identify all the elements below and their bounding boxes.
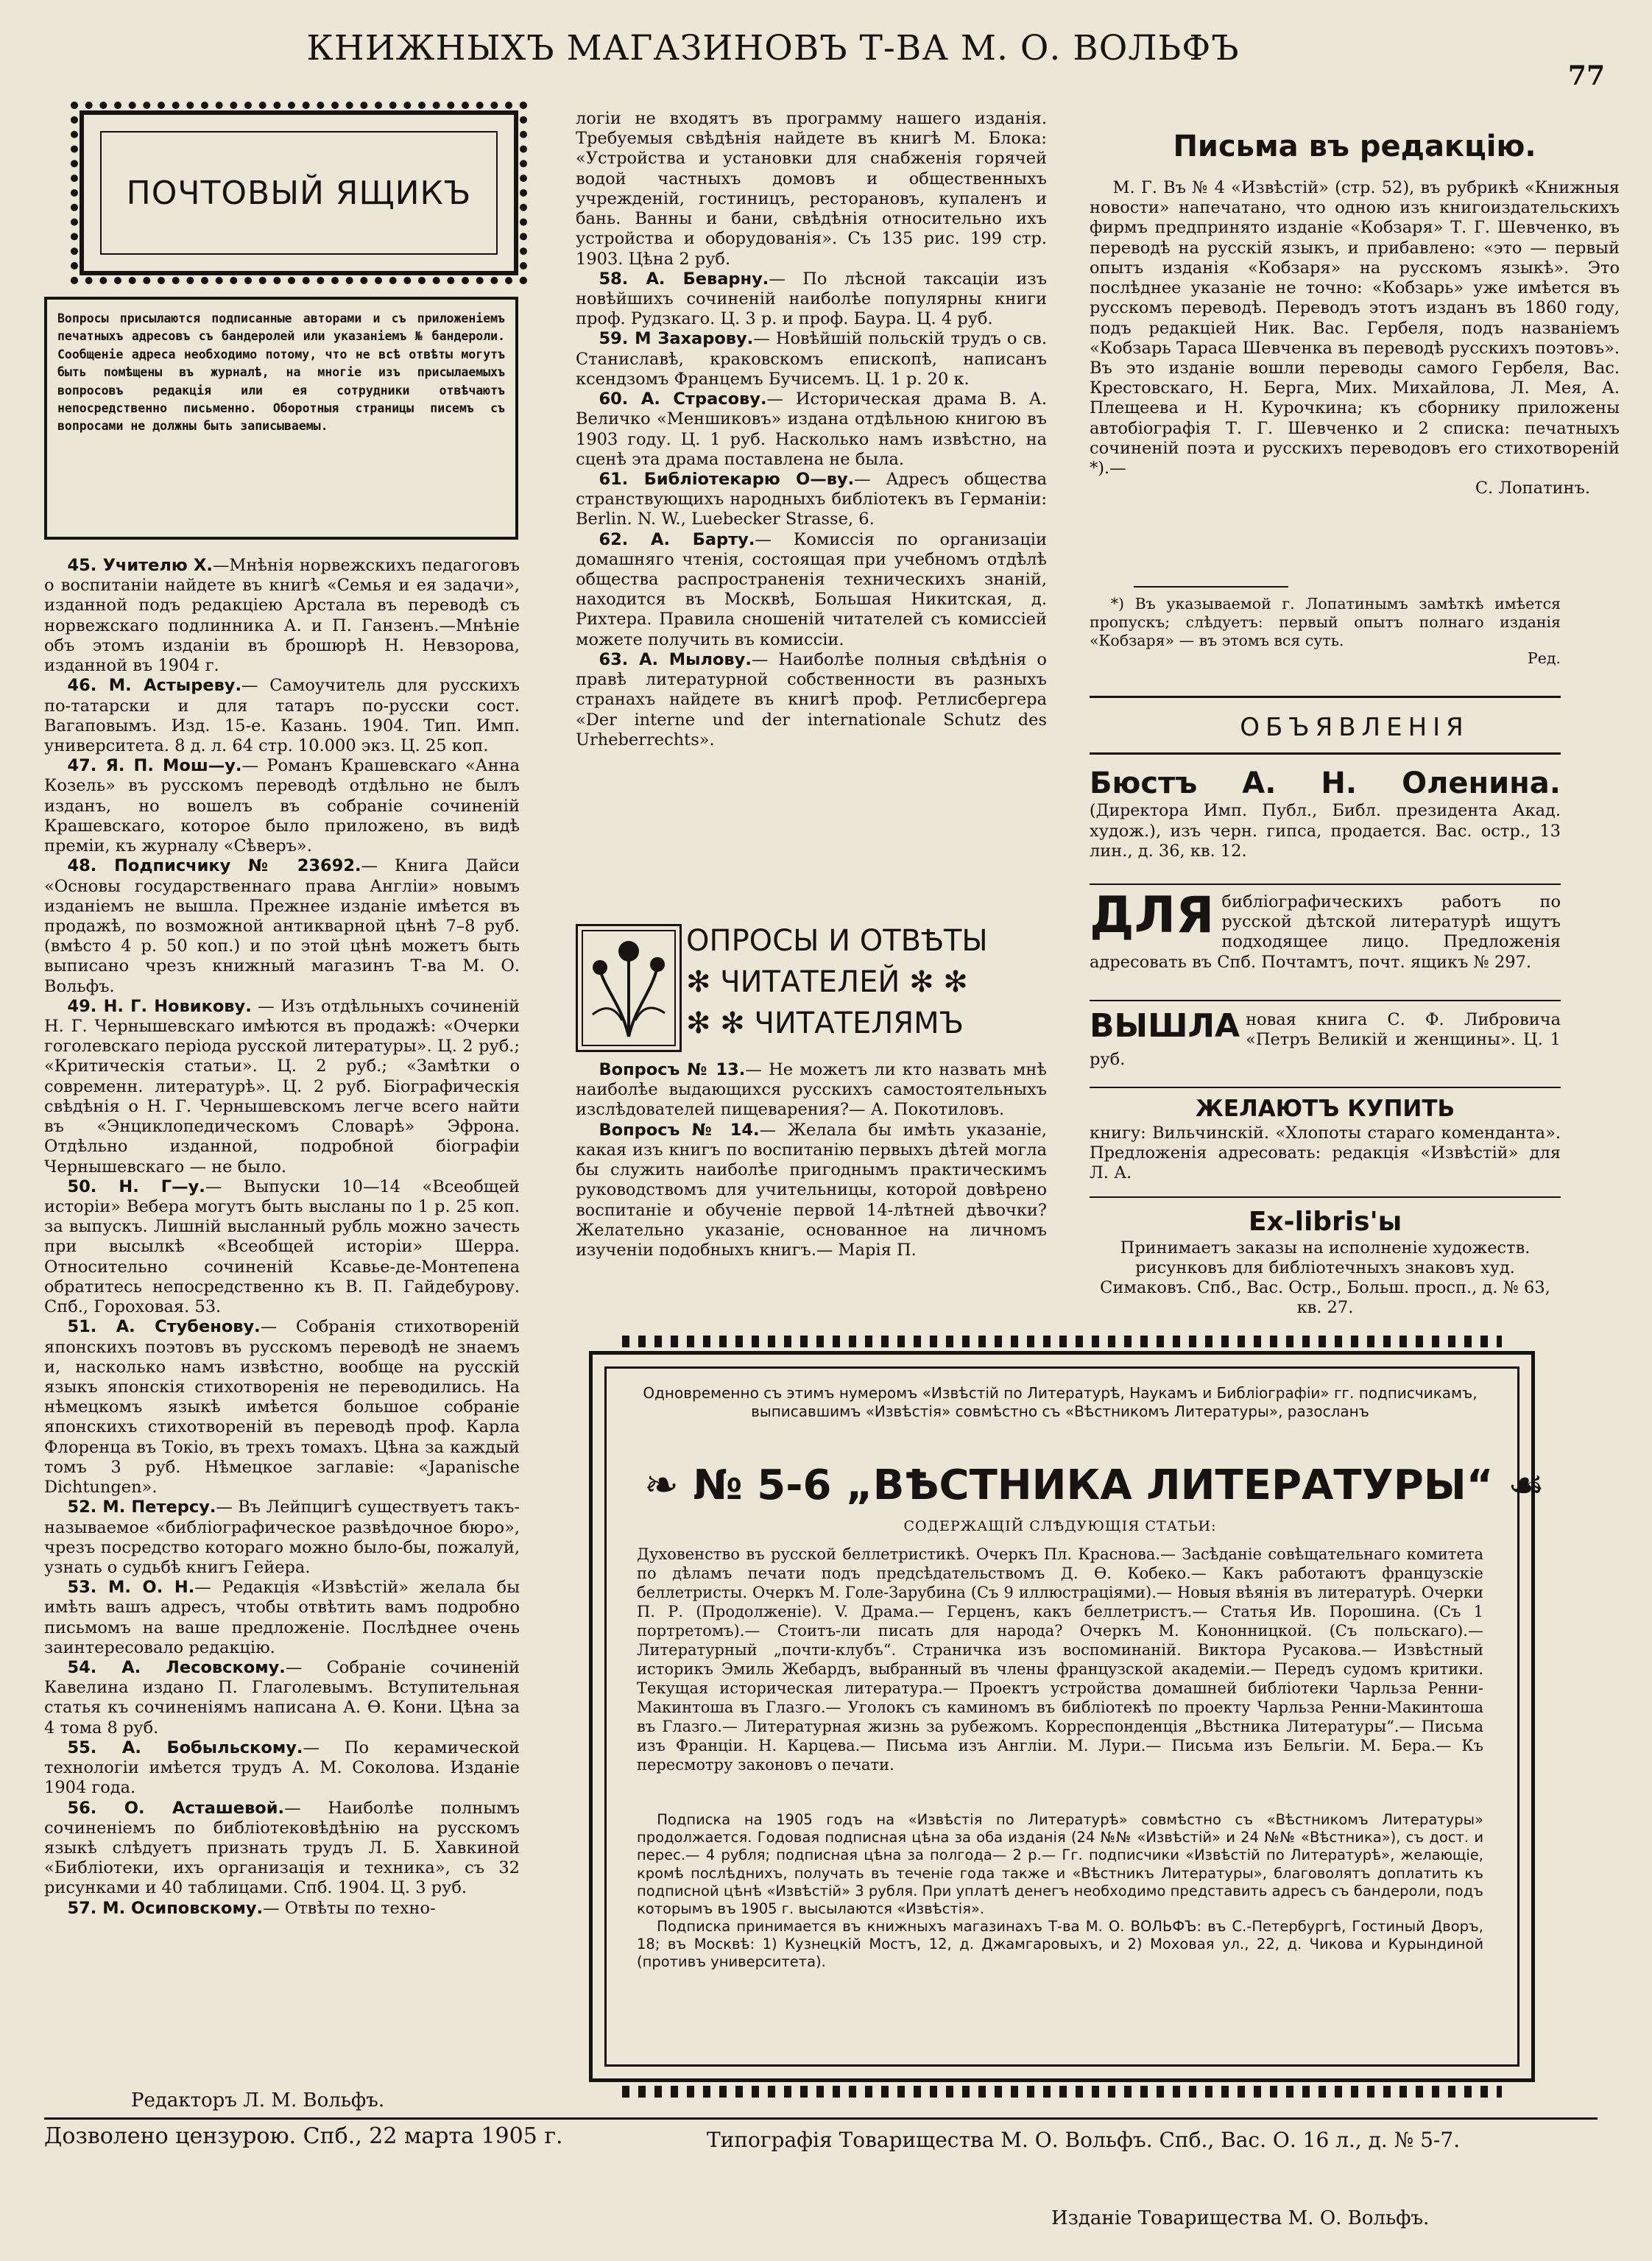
answer-entry: [44, 1578, 520, 1658]
answer-entry-lead: Вопросъ № 13.: [599, 1060, 746, 1079]
frame-ornament-bottom: [622, 2086, 1502, 2098]
answer-entry-text: — По керамической технологіи имѣется трудъ А. М. Соколова. Изданіе 1904 года.: [44, 1738, 520, 1798]
page-header-title: КНИЖНЫХЪ МАГАЗИНОВЪ Т-ВА М. О. ВОЛЬФЪ: [306, 28, 1240, 68]
flower-ornament-icon: [576, 924, 682, 1052]
qa-title-line-3: ✻ ✻ ЧИТАТЕЛЯМЪ: [686, 1006, 964, 1040]
answer-entry-text: — Выпуски 10—14 «Всеобщей исторіи» Вебера могутъ быть высланы по 1 р. 25 коп. за выпускъ. Лишній высланный рубль можно зачесть при высылкѣ «Всеобщей исторіи» Шерра. Относительно сочиненій Ксавье-де-Монтепена обратитесь непосредственно къ В. П. Гайдебурову. Спб., Гороховая. 53.: [44, 1177, 520, 1317]
answer-entry: [44, 856, 520, 997]
ad-rule-2: [1090, 1000, 1561, 1001]
answer-entry: [576, 109, 1047, 269]
ad-dlya-text: библіографическихъ работъ по русской дѣтской литературѣ ищутъ подходящее лицо. Предложенія адресовать въ Спб. Почтамтъ, почт. ящикъ № 297.: [1090, 892, 1561, 972]
qa-title-line-2: ✻ ЧИТАТЕЛЕЙ ✻ ✻: [686, 965, 968, 999]
ad-zhelayut-text: книгу: Вильчинскій. «Хлопоты стараго коменданта». Предложенія адресовать: редакція «Извѣстій» для Л. А.: [1090, 1123, 1561, 1182]
ad-vyshla-text: новая книга С. Ф. Либровича «Петръ Великій и женщины». Ц. 1 руб.: [1090, 1010, 1561, 1070]
answer-entry: [44, 1177, 520, 1318]
mailbox-title-inner: [100, 131, 498, 255]
answer-entry-text: — Въ Лейпцигѣ существуетъ такъ-называемое «библіографическое развѣдочное бюро», чрезъ посредство котораго можно было-бы, пожалуй, узнать о судьбѣ книгъ Гейера.: [44, 1498, 520, 1577]
frame-ornament-top: [622, 1336, 1502, 1347]
footer-publisher: Изданіе Товарищества М. О. Вольфъ.: [1051, 2207, 1430, 2229]
mailbox-title-frame: [80, 110, 518, 275]
answer-entry: [44, 1899, 520, 1919]
ads-top-rule: [1090, 696, 1561, 698]
letters-signature: С. Лопатинъ.: [1475, 479, 1590, 498]
answer-entry-text: — Самоучитель для русскихъ по-татарски и для татаръ по-русски сост. Вагаповымъ. Изд. 15-е. Казань. 1904. Тип. Имп. университета. 8 д. л. 64 стр. 10.000 экз. Ц. 25 коп.: [44, 676, 520, 755]
answer-entry-text: — Адресъ общества странствующихъ народныхъ библіотекъ въ Германіи: Berlin. N. W., Luebecker Strasse, 6.: [576, 469, 1047, 529]
answer-entry-text: — Желала бы имѣть указаніе, какая изъ книгъ по воспитанію первыхъ дѣтей могла бы служить наиболѣе пригоднымъ практическимъ руководствомъ для учительницы, которой довѣрено воспитаніе и обученіе первой 14-лѣтней дѣвочки? Желательно указаніе, основанное на личномъ изученіи подобныхъ книгъ.— Марія П.: [576, 1120, 1047, 1260]
answer-entry-lead: 52. М. Петерсу.: [67, 1498, 216, 1517]
ad-bust-head: Бюстъ А. Н. Оленина.: [1090, 766, 1561, 800]
answer-entry: [44, 1738, 520, 1799]
answer-entry: [576, 389, 1047, 470]
answer-entry-text: — Наиболѣе полныя свѣдѣнія о правѣ литературной собственности въ разныхъ странахъ найдете въ книгѣ проф. Ретлисбергера «Der interne und der internationale Schutz des Urheberrechts».: [576, 649, 1047, 749]
answer-entry-text: — Наиболѣе полнымъ сочиненіемъ по библіотековѣдѣнію на русскомъ языкѣ слѣдуетъ признать трудъ Л. Б. Хавкиной «Библіотеки, ихъ организація и техника», съ 32 рисунками и 40 таблицами. Спб. 1904. Ц. 3 руб.: [44, 1798, 520, 1898]
ad-dlya-head: ДЛЯ: [1090, 886, 1215, 945]
answer-entry-lead: 55. А. Бобыльскому.: [67, 1738, 303, 1757]
answer-entry-text: логіи не входятъ въ программу нашего изданія. Требуемыя свѣдѣнія найдете въ книгѣ М. Блока: «Устройства и установки для снабженія горячей водой частныхъ домовъ и общественныхъ учрежденій, гостиницъ, ресторановъ, купаленъ и бань. Ванны и бани, свѣдѣнія относительно ихъ устройства и оборудованія». Съ 135 рис. 199 стр. 1903. Цѣна 2 руб.: [576, 109, 1047, 269]
ad-rule-4: [1090, 1196, 1561, 1198]
ad-exlibris-head: Ex-libris'ы: [1248, 1207, 1402, 1237]
answer-entry-text: — Изъ отдѣльныхъ сочиненій Н. Г. Чернышевскаго имѣются въ продажѣ: «Очерки гоголевскаго періода русской литературы». Ц. 2 руб.; «Критическія статьи». Ц. 2 руб.; «Замѣтки о современн. литературѣ». Ц. 2 руб. Біографическія свѣдѣнія о Н. Г. Чернышевскомъ легче всего найти въ «Энциклопедическомъ Словарѣ» Эфрона. Отдѣльно изданной, подробной біографіи Чернышевскаго — не было.: [44, 996, 520, 1177]
qa-questions: [576, 1060, 1047, 1260]
answer-entry-text: — Романъ Крашевскаго «Анна Козель» въ русскомъ переводѣ отдѣльно не былъ изданъ, но вошелъ въ собраніе сочиненій Крашевскаго, которое было приложено, въ видѣ преміи, къ журналу «Сѣверъ».: [44, 756, 520, 856]
answer-entry: [576, 269, 1047, 330]
answer-entry-lead: 49. Н. Г. Новикову.: [67, 996, 252, 1016]
vestnik-headline: [644, 1461, 1545, 1509]
answer-entry-lead: 58. А. Беварну.: [599, 269, 769, 289]
ads-title-rule: [1090, 752, 1561, 755]
answer-entry: [576, 329, 1047, 389]
answer-entry-text: — Не можетъ ли кто назвать мнѣ наиболѣе выдающихся русскихъ самостоятельныхъ изслѣдователей пищеварения?— А. Покотиловъ.: [576, 1060, 1047, 1120]
ad-exlibris-text: Принимаетъ заказы на исполненіе художеств. рисунковъ для библіотечныхъ знаковъ худ. Симаковъ. Спб., Вас. Остр., Больш. просп., д. № 63, кв. 27.: [1100, 1238, 1550, 1318]
answer-entry: [576, 530, 1047, 650]
answer-entry-lead: 46. М. Астыреву.: [67, 676, 242, 696]
footnote-text: *) Въ указываемой г. Лопатинымъ замѣткѣ имѣется пропускъ; слѣдуетъ: первый опытъ полнаго изданія «Кобзаря» — въ этомъ вся суть.: [1090, 595, 1561, 649]
footnote-divider: [1134, 586, 1288, 588]
footnote-sign: Ред.: [1527, 649, 1561, 668]
answer-entry-lead: 57. М. Осиповскому.: [67, 1898, 264, 1918]
answer-entry-lead: 53. М. О. Н.: [67, 1578, 195, 1598]
vestnik-subscription-block: [637, 1811, 1483, 1972]
answer-entry-text: — Редакція «Извѣстій» желала бы имѣть вашъ адресъ, чтобы отвѣтить вамъ подробно письмомъ на ваше предложеніе. Послѣднее очень заинтересовало редакцію.: [44, 1578, 520, 1657]
answer-entry: [44, 676, 520, 756]
vestnik-subscription: Подписка на 1905 годъ на «Извѣстія по Литературѣ» совмѣстно съ «Вѣстникомъ Литературы» продолжается. Годовая подписная цѣна за оба изданія (24 №№ «Извѣстій» и 24 №№ «Вѣстника»), съ дост. и перес.— 4 рубля; подписная цѣна за полгода— 2 р.— Гг. подписчики «Извѣстій по Литературѣ», желающіе, кромѣ послѣднихъ, получать въ теченіе года также и «Вѣстникъ Литературы», благоволятъ доплатить къ подписной цѣнѣ «Извѣстій» 3 рубля. При уплатѣ денегъ необходимо представить адресъ съ бандероли, подъ которымъ въ 1905 г. высылаются «Извѣстія».: [637, 1811, 1483, 1917]
ad-bust-text: Имп. Публ., Библ. президента Акад. худож.), изъ черн. гипса, продается. Вас. остр., 13 лин., д. 36, кв. 12.: [1090, 801, 1561, 861]
fleuron-left-icon: ❧: [644, 1461, 679, 1509]
answer-entry: [576, 470, 1047, 530]
column-2-answers: [576, 109, 1047, 750]
answer-entry: [576, 650, 1047, 750]
vestnik-contents-block: [637, 1545, 1483, 1774]
vestnik-subhead: СОДЕРЖАЩІЙ СЛѢДУЮЩІЯ СТАТЬИ:: [903, 1518, 1217, 1534]
ad-bust: [1090, 766, 1561, 861]
footer-rule: [44, 2117, 1598, 2120]
page-number: 77: [1567, 60, 1605, 91]
answer-entry: [44, 1658, 520, 1738]
answer-entry-lead: 51. А. Стубенову.: [67, 1317, 261, 1337]
answer-entry-lead: 50. Н. Г—у.: [67, 1177, 205, 1196]
answer-entry-lead: 61. Библіотекарю О—ву.: [599, 469, 855, 489]
answer-entry-lead: 60. А. Страсову.: [599, 389, 767, 409]
mailbox-title: ПОЧТОВЫЙ ЯЩИКЪ: [126, 174, 472, 212]
answer-entry-text: — Собраніе сочиненій Кавелина издано П. Глаголевымъ. Вступительная статья къ сочиненіямъ написана А. Ѳ. Кони. Цѣна за 4 тома 8 руб.: [44, 1658, 520, 1738]
answer-entry-text: —Мнѣнія норвежскихъ педагоговъ о воспитаніи найдете въ книгѣ «Семья и ея задачи», изданной подъ редакціею Арстала въ переводѣ съ норвежскаго подлинника А. и П. Ганзенъ.—Мнѣніе объ этомъ изданіи въ брошюрѣ Н. Невзорова, изданной въ 1904 г.: [44, 556, 520, 676]
answer-entry: [44, 1498, 520, 1578]
answer-entry-lead: 45. Учителю Х.: [67, 556, 213, 575]
qa-section-header: [576, 924, 1047, 1049]
vestnik-where: Подписка принимается въ книжныхъ магазинахъ Т-ва М. О. ВОЛЬФЪ: въ С.-Петербургѣ, Гостиный Дворъ, 18; въ Москвѣ: 1) Кузнецкій Мостъ, 12, д. Джамгаровыхъ, и 2) Моховая ул., 22, д. Чикова и Курындиной (противъ университета).: [637, 1918, 1483, 1971]
footer-printer: Типографія Товарищества М. О. Вольфъ. Спб., Вас. О. 16 л., д. № 5-7.: [707, 2128, 1461, 2152]
answer-entry-lead: 54. А. Лесовскому.: [67, 1658, 286, 1678]
footer-editor: Редакторъ Л. М. Вольфъ.: [131, 2089, 385, 2112]
answer-entry: [576, 1060, 1047, 1121]
vestnik-contents: Духовенство въ русской беллетристикѣ. Очеркъ Пл. Краснова.— Засѣданіе совѣщательнаго комитета по дѣламъ печати подъ предсѣдательствомъ Д. Ѳ. Кобеко.— Какъ работаютъ французскіе беллетристы. Очеркъ М. Голе-Зарубина (Съ 9 иллюстраціями).— Новыя вѣянія въ литературѣ. Очерки П. Р. (Продолженіе). V. Драма.— Герценъ, какъ беллетристъ.— Статья Ив. Порошина. (Съ 1 портретомъ).— Стоитъ-ли писать для народа? Очеркъ М. Кононницкой. (Съ польскаго).— Литературный „почти-клубъ“. Страничка изъ воспоминаній. Виктора Русакова.— Извѣстный историкъ Эмиль Жебардъ, выбранный въ члены французской академіи.— Передъ судомъ критики. Текущая историческая литература.— Проектъ устройства домашней библіотеки Чарльза Ренни-Макинтоша въ Глазго.— Уголокъ съ каминомъ въ библіотекѣ по проекту Чарльза Ренни-Макинтоша въ Глазго.— Литературная жизнь за рубежомъ. Корреспонденція „Вѣстника Литературы“.— Письма изъ Франціи. Н. Карцева.— Письма изъ Англіи. М. Лури.— Письма изъ Бельгіи. М. Бера.— Къ пересмотру законовъ о печати.: [637, 1545, 1483, 1774]
answer-entry: [44, 1317, 520, 1498]
answer-entry: [44, 756, 520, 856]
answer-entry-text: — Книга Дайси «Основы государственнаго права Англіи» новымъ изданіемъ не вышла. Прежнее изданіе имѣется въ продажѣ, по возможной антикварной цѣнѣ 7–8 руб. (вмѣсто 4 р. 50 коп.) и по этой цѣнѣ можетъ быть выписано чрезъ книжный магазинъ Т-ва М. О. Вольфъ.: [44, 856, 520, 996]
answer-entry-text: — Отвѣты по техно-: [263, 1898, 436, 1918]
answer-entry-text: — По лѣсной таксаціи изъ новѣйшихъ сочиненій наиболѣе популярны книги проф. Рудзкаго. Ц. 3 р. и проф. Баура. Ц. 4 руб.: [576, 269, 1048, 329]
letters-section: [1090, 178, 1620, 499]
answer-entry: [44, 1799, 520, 1899]
answer-entry-text: — Комиссія по организаціи домашняго чтенія, состоящая при учебномъ отдѣлѣ общества распространенія техническихъ знаній, находится въ Москвѣ, Большая Никитская, д. Рихтера. Правила сношеній читателей съ комиссіей можете получить въ комиссіи.: [576, 529, 1047, 649]
ad-zhelayut-head: ЖЕЛАЮТЪ КУПИТЬ: [1195, 1096, 1455, 1122]
vestnik-intro: Одновременно съ этимъ нумеромъ «Извѣстій по Литературѣ, Наукамъ и Библіографіи» гг. подписчикамъ, выписавшимъ «Извѣстія» совмѣстно съ «Вѣстникомъ Литературы», разосланъ: [643, 1384, 1478, 1420]
answer-entry-lead: 62. А. Барту.: [599, 529, 755, 549]
ad-bust-aside: (Директора: [1090, 802, 1189, 821]
answer-entry-lead: 47. Я. П. Мош—у.: [67, 756, 242, 776]
answer-entry-lead: 48. Подписчику № 23692.: [67, 856, 361, 876]
ad-rule-1: [1090, 883, 1561, 885]
fleuron-right-icon: ☙: [1508, 1461, 1545, 1509]
ad-zhelayut: [1090, 1096, 1561, 1183]
ad-rule-3: [1090, 1087, 1561, 1088]
answer-entry-text: — Собранія стихотвореній японскихъ поэтовъ въ русскомъ переводѣ не знаемъ и, насколько намъ извѣстно, вообще на русскій языкъ японскія стихотворенія не переводились. На нѣмецкомъ языкѣ имѣется большое собраніе японскихъ стихотвореній въ переводѣ проф. Карла Флоренца въ Токіо, въ трехъ томахъ. Цѣна за каждый томъ 3 руб. Нѣмецкое заглавіе: «Japanische Dichtungen».: [44, 1317, 520, 1498]
answer-entry-lead: 56. О. Асташевой.: [67, 1798, 285, 1818]
vestnik-headline-text: № 5-6 „ВѢСТНИКА ЛИТЕРАТУРЫ“: [693, 1461, 1494, 1509]
footer-censor: Дозволено цензурою. Спб., 22 марта 1905 г.: [44, 2123, 563, 2149]
letters-body: М. Г. Въ № 4 «Извѣстій» (стр. 52), въ рубрикѣ «Книжныя новости» напечатано, что одною изъ книгоиздательскихъ фирмъ предпринято изданіе «Кобзаря» Т. Г. Шевченко, въ переводѣ на русскій языкъ, и прибавлено: «это — первый опытъ изданія «Кобзаря» на русскомъ языкѣ». Это послѣднее указаніе не точно: «Кобзарь» уже имѣется въ русскомъ переводѣ. Переводъ этотъ изданъ въ 1860 году, подъ редакціей Ник. Вас. Гербеля, подъ названіемъ «Кобзарь Тараса Шевченка въ переводѣ русскихъ поэтовъ». Въ это изданіе вошли переводы самого Гербеля, Вас. Крестовскаго, Н. Берга, Мих. Михайлова, Л. Мея, А. Плещеева и Н. Курочкина; къ сборнику приложены автобіографія Т. Г. Шевченко и 2 списка: печатныхъ сочиненій поэта и русскихъ переводовъ его стихотвореній *).—: [1090, 178, 1620, 479]
answer-entry-lead: Вопросъ № 14.: [599, 1120, 760, 1140]
letters-title: Письма въ редакцію.: [1173, 130, 1536, 163]
answer-entry-text: — Новѣйшій польскій трудъ о св. Станиславѣ, краковскомъ епископѣ, написанъ ксендзомъ Францемъ Бучисемъ. Ц. 1 р. 20 к.: [576, 329, 1048, 389]
answer-entry-text: — Историческая драма В. А. Величко «Меншиковъ» издана отдѣльною книгою въ 1903 году. Ц. 1 руб. Насколько намъ извѣстно, на сценѣ эта драма поставлена не была.: [576, 389, 1047, 469]
column-1-answers: [44, 556, 520, 1919]
answer-entry: [44, 556, 520, 676]
answer-entry: [576, 1121, 1047, 1261]
mailbox-notice: Вопросы присылаются подписанные авторами и съ приложеніемъ печатныхъ адресовъ съ бандеролей или указаніемъ № бандероли. Сообщеніе адреса необходимо потому, что не всѣ отвѣты могутъ быть помѣщены въ журналѣ, на многіе изъ присылаемыхъ вопросовъ редакція или ея сотрудники отвѣчаютъ непосредственно письменно. Оборотныя страницы писемъ съ вопросами не должны быть записываемы.: [44, 297, 518, 540]
ad-vyshla: [1090, 1007, 1561, 1070]
vestnik-announcement-frame: [589, 1351, 1545, 2082]
qa-title-line-1: ОПРОСЫ И ОТВѢТЫ: [686, 924, 988, 958]
answer-entry-lead: 63. А. Мылову.: [599, 649, 752, 669]
ad-vyshla-head: ВЫШЛА: [1090, 1007, 1240, 1045]
letters-footnote: [1090, 595, 1561, 668]
answer-entry-lead: 59. М Захарову.: [599, 329, 754, 349]
ads-title: ОБЪЯВЛЕНІЯ: [1240, 713, 1469, 742]
answer-entry: [44, 997, 520, 1177]
ad-exlibris: [1090, 1206, 1561, 1318]
ad-dlya: [1090, 886, 1561, 973]
